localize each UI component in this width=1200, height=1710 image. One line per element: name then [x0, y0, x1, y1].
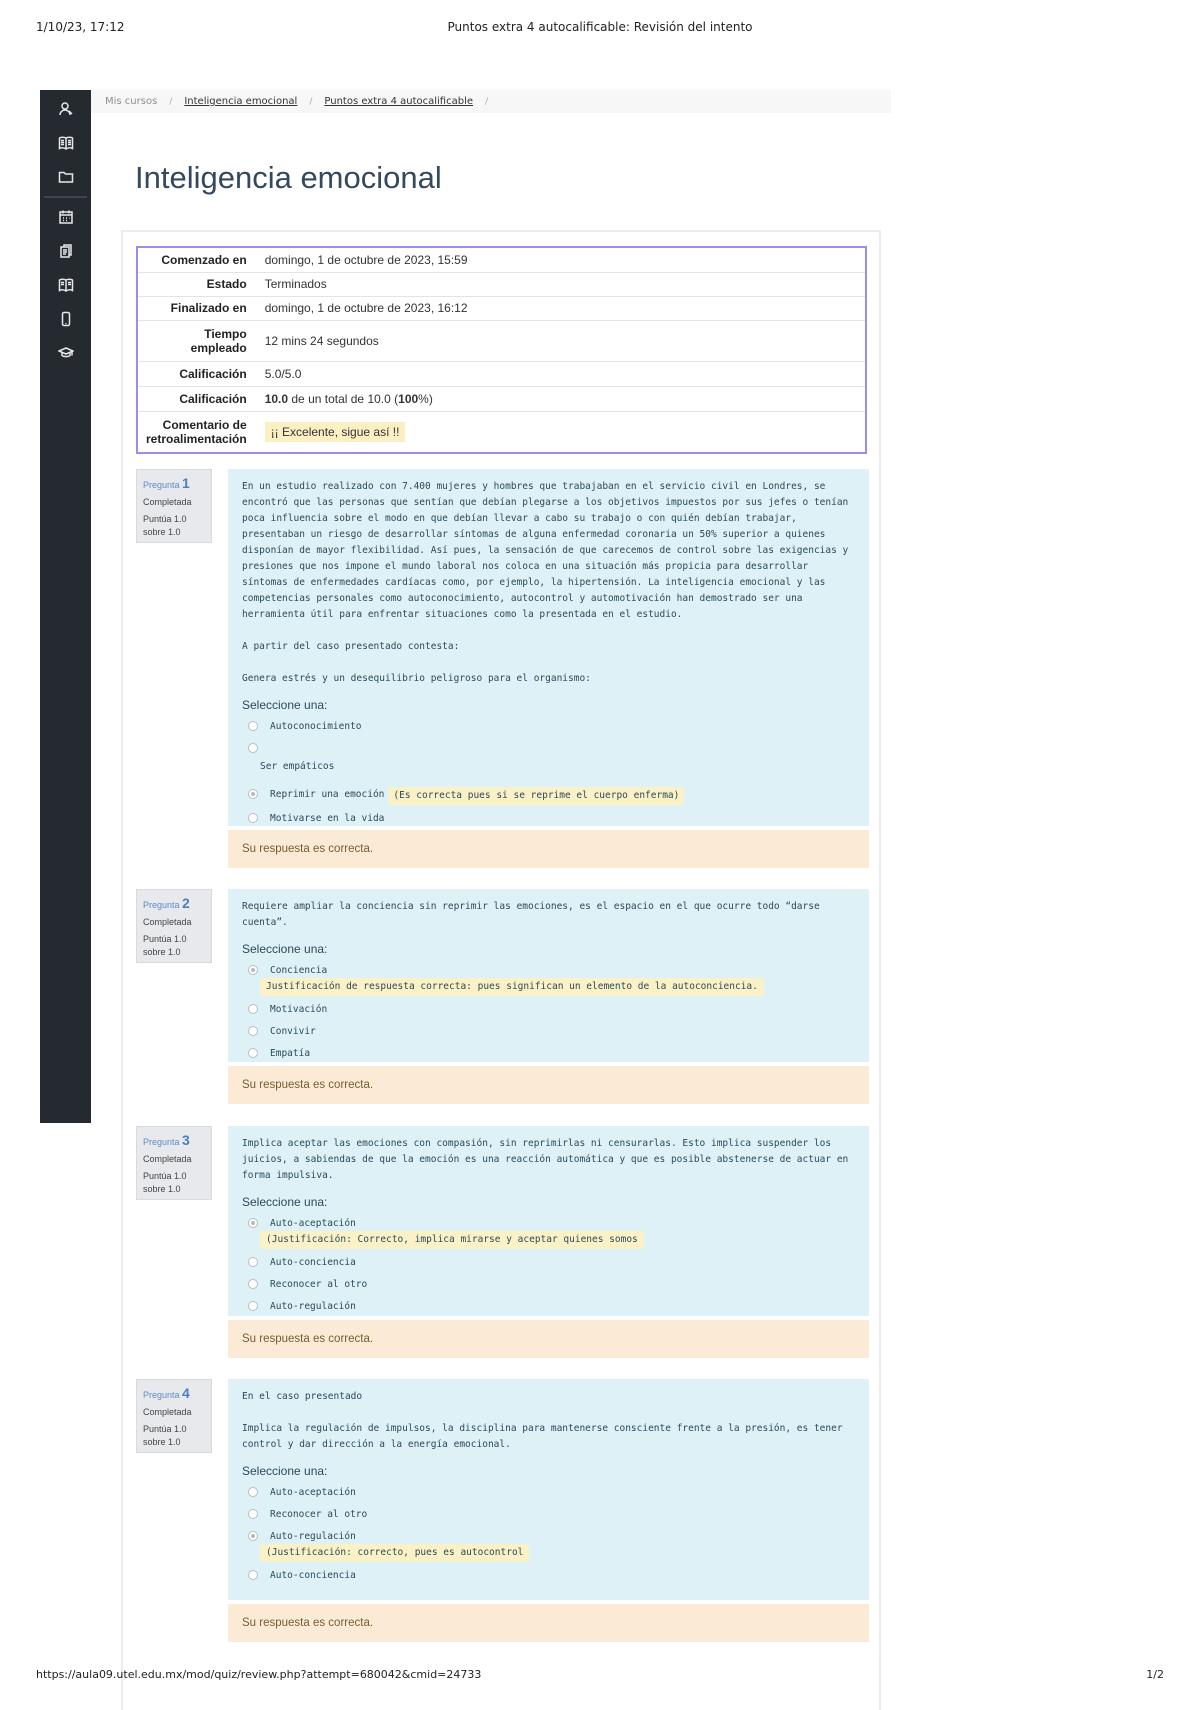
- summary-row: [138, 248, 865, 272]
- question-number-value: 3: [182, 1132, 190, 1148]
- answer-option[interactable]: [242, 1507, 855, 1523]
- summary-value: 12 mins 24 segundos: [257, 320, 865, 361]
- radio-button[interactable]: [248, 1279, 258, 1289]
- mobile-icon[interactable]: [40, 302, 91, 336]
- option-label: Motivarse en la vida: [270, 813, 385, 824]
- question-number-value: 1: [182, 475, 190, 491]
- radio-button[interactable]: [248, 743, 258, 753]
- justification-highlight: Justificación de respuesta correcta: pues significan un elemento de la autoconciencia.: [260, 978, 764, 996]
- radio-button[interactable]: [248, 1048, 258, 1058]
- radio-button[interactable]: [248, 1026, 258, 1036]
- answer-prompt: Seleccione una:: [242, 942, 328, 956]
- answer-option[interactable]: [242, 1046, 855, 1062]
- option-label: Reconocer al otro: [270, 1279, 368, 1290]
- radio-button-checked[interactable]: [248, 965, 258, 975]
- summary-label: Comentario de retroalimentación: [138, 411, 257, 452]
- option-label: Reprimir una emoción: [270, 789, 385, 800]
- answer-prompt: Seleccione una:: [242, 698, 328, 712]
- summary-label: Estado: [138, 272, 257, 296]
- user-icon[interactable]: [40, 92, 91, 126]
- summary-label: Calificación: [138, 361, 257, 386]
- summary-row: [138, 411, 865, 452]
- question-text: Requiere ampliar la conciencia sin reprimir las emociones, es el espacio en el que ocurre todo “darse cuenta”.: [242, 901, 820, 928]
- question-state: Completada: [143, 1407, 192, 1417]
- summary-row: [138, 272, 865, 296]
- answer-option[interactable]: [242, 811, 855, 827]
- answer-feedback: Su respuesta es correcta.: [228, 830, 869, 868]
- question-number: [143, 895, 205, 911]
- question-content: [228, 469, 869, 826]
- summary-label: Tiempo empleado: [138, 320, 257, 361]
- question-info: [136, 469, 212, 543]
- summary-row: [138, 386, 865, 411]
- question-text: Genera estrés y un desequilibrio peligroso para el organismo:: [242, 673, 591, 684]
- sidebar-nav: [40, 90, 91, 1123]
- breadcrumb: [91, 90, 891, 113]
- question-grade: Puntúa 1.0 sobre 1.0: [143, 1171, 187, 1194]
- option-label: Conciencia: [270, 965, 328, 976]
- question-grade: Puntúa 1.0 sobre 1.0: [143, 934, 187, 957]
- question-number-value: 2: [182, 895, 190, 911]
- breadcrumb-separator: /: [485, 96, 489, 107]
- files-icon[interactable]: [40, 234, 91, 268]
- answer-option[interactable]: [242, 1024, 855, 1040]
- question-text: Implica aceptar las emociones con compasión, sin reprimirlas ni censurarlas. Esto implica suspender los juicios, a sabiendas de que la emoción es una reacción automática y que es posible abstenerse de actuar en forma impulsiva.: [242, 1138, 849, 1181]
- option-label: Auto-conciencia: [270, 1257, 356, 1268]
- option-label: Autoconocimiento: [270, 721, 362, 732]
- answer-option-selected[interactable]: [242, 1216, 855, 1232]
- radio-button[interactable]: [248, 1487, 258, 1497]
- option-label: Motivación: [270, 1004, 328, 1015]
- summary-value: [257, 411, 865, 452]
- print-doc-title: Puntos extra 4 autocalificable: Revisión del intento: [447, 20, 753, 34]
- radio-button-checked[interactable]: [248, 1218, 258, 1228]
- feedback-badge: ¡¡ Excelente, sigue así !!: [265, 422, 406, 442]
- calendar-icon[interactable]: [40, 200, 91, 234]
- radio-button[interactable]: [248, 1301, 258, 1311]
- radio-button[interactable]: [248, 1509, 258, 1519]
- folder-icon[interactable]: [40, 160, 91, 194]
- answer-option[interactable]: [242, 1002, 855, 1018]
- print-header: [0, 20, 1200, 40]
- question-info: [136, 889, 212, 963]
- breadcrumb-separator: /: [309, 96, 313, 107]
- question-label: Pregunta: [143, 1137, 180, 1147]
- grade-value: 10.0: [264, 391, 289, 406]
- answer-option[interactable]: [242, 719, 855, 735]
- question-info: [136, 1379, 212, 1453]
- question-number-value: 4: [182, 1385, 190, 1401]
- breadcrumb-root[interactable]: Mis cursos: [105, 96, 158, 107]
- graduation-cap-icon[interactable]: [40, 336, 91, 370]
- question-content: [228, 1126, 869, 1316]
- answer-option[interactable]: [242, 1568, 855, 1584]
- option-label: Auto-aceptación: [270, 1218, 356, 1229]
- option-extra-text: Ser empáticos: [260, 761, 335, 772]
- option-label: Auto-regulación: [270, 1531, 356, 1542]
- book-icon[interactable]: [40, 126, 91, 160]
- radio-button[interactable]: [248, 813, 258, 823]
- question-label: Pregunta: [143, 1390, 180, 1400]
- summary-label: Finalizado en: [138, 296, 257, 320]
- question-content: [228, 889, 869, 1062]
- question-state: Completada: [143, 1154, 192, 1164]
- summary-row: [138, 361, 865, 386]
- answer-option[interactable]: [242, 1299, 855, 1315]
- question-label: Pregunta: [143, 900, 180, 910]
- question-info: [136, 1126, 212, 1200]
- option-label: Auto-aceptación: [270, 1487, 356, 1498]
- answer-prompt: Seleccione una:: [242, 1464, 328, 1478]
- option-label: Empatía: [270, 1048, 311, 1059]
- justification-highlight: (Justificación: Correcto, implica mirarse y aceptar quienes somos: [260, 1231, 644, 1249]
- question-grade: Puntúa 1.0 sobre 1.0: [143, 1424, 187, 1447]
- print-datetime: 1/10/23, 17:12: [36, 20, 125, 34]
- justification-highlight: (Es correcta pues si se reprime el cuerpo enferma): [388, 787, 684, 805]
- summary-row: [138, 296, 865, 320]
- summary-value: domingo, 1 de octubre de 2023, 15:59: [264, 252, 468, 267]
- answer-option[interactable]: [242, 741, 855, 757]
- radio-button-checked[interactable]: [248, 1531, 258, 1541]
- option-label: Reconocer al otro: [270, 1509, 368, 1520]
- answer-option[interactable]: [242, 1485, 855, 1501]
- answer-option-selected[interactable]: [242, 963, 855, 979]
- radio-button[interactable]: [248, 1257, 258, 1267]
- attempt-summary-table: [136, 246, 867, 454]
- breadcrumb-separator: /: [169, 96, 173, 107]
- justification-highlight: (Justificación: correcto, pues es autocontrol: [260, 1544, 529, 1562]
- sidebar-divider: [44, 196, 87, 198]
- question-text: En un estudio realizado con 7.400 mujeres y hombres que trabajaban en el servicio civil en Londres, se encontró que las personas que sentían que debían plegarse a los objetivos impuestos por sus jefes o tenían poca influencia sobre el modo en que debían llevar a cabo su trabajo o con quién debían trabajar, presentaban un riesgo de desarrollar síntomas de alguna enfermedad coronaria un 50% superior a quienes disponían de mayor flexibilidad. Así pues, la sensación de que carecemos de control sobre las exigencias y presiones que nos impone el mundo laboral nos coloca en una situación más propicia para desarrollar síntomas de enfermedades cardíacas como, por ejemplo, la hipertensión. La inteligencia emocional y las competencias personales como autoconocimiento, autocontrol y automotivación han demostrado ser una herramienta útil para enfrentar situaciones como la presentada en el estudio.: [242, 481, 849, 620]
- breadcrumb-course-link[interactable]: Inteligencia emocional: [184, 96, 298, 107]
- question-text: A partir del caso presentado contesta:: [242, 641, 460, 652]
- answer-option[interactable]: [242, 1255, 855, 1271]
- grade-total-text: de un total de 10.0 (: [288, 391, 399, 406]
- summary-value: 5.0/5.0: [257, 361, 865, 386]
- question-number: [143, 1132, 205, 1148]
- answer-option[interactable]: [242, 1277, 855, 1293]
- question-text: Implica la regulación de impulsos, la disciplina para mantenerse consciente frente a la presión, es tener control y dar dirección a la energía emocional.: [242, 1423, 843, 1450]
- breadcrumb-quiz-link[interactable]: Puntos extra 4 autocalificable: [324, 96, 473, 107]
- answer-feedback: Su respuesta es correcta.: [228, 1320, 869, 1358]
- grade-percent-suffix: %): [418, 391, 433, 406]
- option-label: Convivir: [270, 1026, 316, 1037]
- answer-option-selected[interactable]: [242, 787, 855, 805]
- radio-button[interactable]: [248, 1004, 258, 1014]
- question-grade: Puntúa 1.0 sobre 1.0: [143, 514, 187, 537]
- radio-button[interactable]: [248, 721, 258, 731]
- radio-button[interactable]: [248, 1570, 258, 1580]
- summary-row: [138, 320, 865, 361]
- answer-feedback: Su respuesta es correcta.: [228, 1604, 869, 1642]
- page-title: Inteligencia emocional: [135, 160, 442, 195]
- answer-feedback: Su respuesta es correcta.: [228, 1066, 869, 1104]
- question-state: Completada: [143, 917, 192, 927]
- answer-option-selected[interactable]: [242, 1529, 855, 1545]
- question-state: Completada: [143, 497, 192, 507]
- grade-percent: 100: [398, 391, 419, 406]
- summary-value: domingo, 1 de octubre de 2023, 16:12: [257, 296, 865, 320]
- summary-label: Comenzado en: [161, 252, 247, 267]
- summary-label: Calificación: [138, 386, 257, 411]
- print-page-number: 1/2: [1146, 1668, 1164, 1681]
- question-text: En el caso presentado: [242, 1391, 363, 1402]
- summary-value: [257, 386, 865, 411]
- answer-prompt: Seleccione una:: [242, 1195, 328, 1209]
- print-url: https://aula09.utel.edu.mx/mod/quiz/review.php?attempt=680042&cmid=24733: [36, 1668, 482, 1681]
- question-content: [228, 1379, 869, 1600]
- question-number: [143, 475, 205, 491]
- book-open-icon[interactable]: [40, 268, 91, 302]
- radio-button-checked[interactable]: [248, 789, 258, 799]
- question-label: Pregunta: [143, 480, 180, 490]
- option-label: Auto-conciencia: [270, 1570, 356, 1581]
- question-number: [143, 1385, 205, 1401]
- summary-value: Terminados: [257, 272, 865, 296]
- option-label: Auto-regulación: [270, 1301, 356, 1312]
